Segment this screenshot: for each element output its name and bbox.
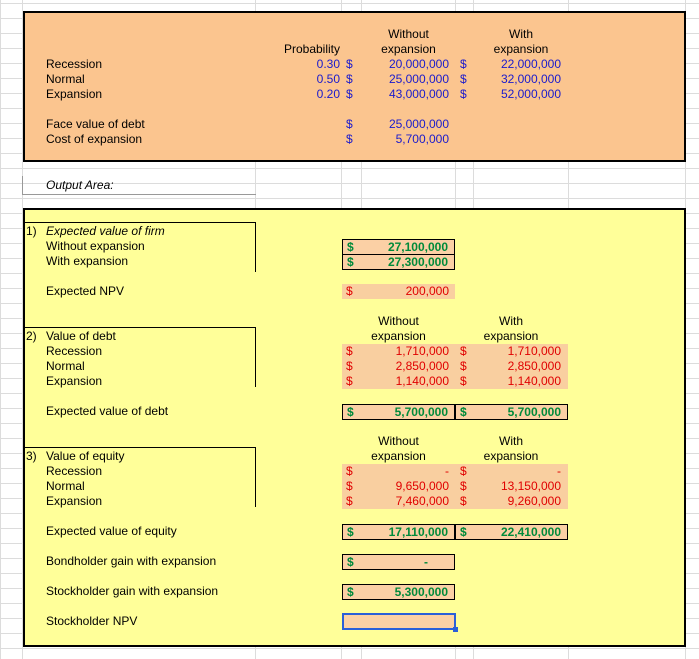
- header-with-line1: With: [499, 314, 523, 328]
- currency-sign: $: [347, 555, 354, 569]
- value-with-cell[interactable]: 32,000,000: [500, 72, 561, 86]
- header-without-line1: Without: [378, 434, 419, 448]
- cost-label: Cost of expansion: [46, 132, 143, 146]
- output-label-cell-border: [22, 176, 256, 195]
- value-without-cell[interactable]: 25,000,000: [388, 72, 449, 86]
- ev-without-label: Without expansion: [46, 239, 145, 253]
- header-without-line1: Without: [388, 27, 429, 41]
- probability-cell[interactable]: 0.20: [316, 87, 340, 101]
- value-without-cell[interactable]: 20,000,000: [388, 57, 449, 71]
- currency-sign: $: [346, 57, 353, 71]
- section-1-title: Expected value of firm: [46, 224, 165, 238]
- equity-without-cell[interactable]: 9,650,000: [395, 479, 449, 493]
- currency-sign: $: [346, 87, 353, 101]
- debt-without-cell[interactable]: 1,140,000: [395, 374, 449, 388]
- currency-sign: $: [460, 479, 467, 493]
- currency-sign: $: [460, 374, 467, 388]
- currency-sign: $: [346, 117, 353, 131]
- ev-debt-with-value: 5,700,000: [507, 405, 561, 419]
- ev-with-value: 27,300,000: [387, 255, 448, 269]
- currency-sign: $: [460, 87, 467, 101]
- currency-sign: $: [346, 344, 353, 358]
- ev-without-value: 27,100,000: [387, 240, 448, 254]
- stockholder-gain-label: Stockholder gain with expansion: [46, 584, 219, 598]
- equity-without-cell[interactable]: -: [445, 464, 449, 478]
- currency-sign: $: [347, 525, 354, 539]
- header-with-line1: With: [509, 27, 533, 41]
- section-1-number: 1): [26, 224, 37, 238]
- currency-sign: $: [346, 494, 353, 508]
- equity-with-cell[interactable]: 9,260,000: [507, 494, 561, 508]
- ev-debt-label: Expected value of debt: [46, 404, 169, 418]
- currency-sign: $: [460, 57, 467, 71]
- currency-sign: $: [460, 359, 467, 373]
- face-value-cell[interactable]: 25,000,000: [388, 117, 449, 131]
- equity-with-cell[interactable]: 13,150,000: [500, 479, 561, 493]
- header-without-line2: expansion: [371, 449, 426, 463]
- section-2-title: Value of debt: [46, 329, 116, 343]
- header-without-line1: Without: [378, 314, 419, 328]
- bondholder-gain-label: Bondholder gain with expansion: [46, 554, 217, 568]
- header-probability: Probability: [283, 42, 340, 56]
- npv-value: 200,000: [405, 284, 449, 298]
- debt-with-cell[interactable]: 1,710,000: [507, 344, 561, 358]
- currency-sign: $: [346, 132, 353, 146]
- currency-sign: $: [347, 240, 354, 254]
- input-row-label: Recession: [46, 57, 103, 71]
- currency-sign: $: [347, 405, 354, 419]
- bondholder-gain-cell[interactable]: [342, 554, 455, 570]
- value-with-cell[interactable]: 22,000,000: [500, 57, 561, 71]
- currency-sign: $: [460, 72, 467, 86]
- output-area: [23, 208, 686, 647]
- bondholder-gain-value: -: [424, 555, 428, 569]
- currency-sign: $: [346, 72, 353, 86]
- probability-cell[interactable]: 0.30: [316, 57, 340, 71]
- stockholder-gain-cell[interactable]: [342, 584, 455, 600]
- currency-sign: $: [346, 374, 353, 388]
- currency-sign: $: [460, 525, 467, 539]
- section-3-title: Value of equity: [46, 449, 125, 463]
- ev-equity-without-cell[interactable]: [342, 524, 455, 540]
- currency-sign: $: [346, 359, 353, 373]
- stockholder-npv-cell-selected[interactable]: [342, 613, 456, 630]
- currency-sign: $: [460, 344, 467, 358]
- ev-equity-with-value: 22,410,000: [500, 525, 561, 539]
- equity-row-label: Expansion: [46, 494, 103, 508]
- face-value-label: Face value of debt: [46, 117, 145, 131]
- debt-without-cell[interactable]: 1,710,000: [395, 344, 449, 358]
- currency-sign: $: [460, 405, 467, 419]
- debt-with-cell[interactable]: 1,140,000: [507, 374, 561, 388]
- probability-cell[interactable]: 0.50: [316, 72, 340, 86]
- npv-label: Expected NPV: [46, 284, 125, 298]
- section-2-number: 2): [26, 329, 37, 343]
- output-area-label: Output Area:: [46, 178, 114, 192]
- input-row-label: Normal: [46, 72, 85, 86]
- equity-with-cell[interactable]: -: [557, 464, 561, 478]
- header-with-line2: expansion: [493, 42, 549, 56]
- header-without-line2: expansion: [371, 329, 426, 343]
- stockholder-gain-value: 5,300,000: [394, 585, 448, 599]
- ev-with-cell[interactable]: [342, 254, 455, 270]
- ev-equity-with-cell[interactable]: [455, 524, 568, 540]
- equity-row-label: Normal: [46, 479, 85, 493]
- cost-cell[interactable]: 5,700,000: [395, 132, 449, 146]
- ev-without-cell[interactable]: [342, 239, 455, 255]
- input-row-label: Expansion: [46, 87, 103, 101]
- debt-row-label: Expansion: [46, 374, 103, 388]
- header-with-line1: With: [499, 434, 523, 448]
- currency-sign: $: [347, 585, 354, 599]
- currency-sign: $: [346, 284, 353, 298]
- ev-equity-without-value: 17,110,000: [388, 525, 448, 539]
- debt-with-cell[interactable]: 2,850,000: [507, 359, 561, 373]
- debt-row-label: Normal: [46, 359, 85, 373]
- ev-debt-without-cell[interactable]: [342, 404, 455, 420]
- ev-debt-without-value: 5,700,000: [394, 405, 448, 419]
- header-without-line2: expansion: [381, 42, 436, 56]
- section-3-number: 3): [26, 449, 37, 463]
- currency-sign: $: [460, 464, 467, 478]
- ev-with-label: With expansion: [46, 254, 129, 268]
- stockholder-npv-label: Stockholder NPV: [46, 614, 138, 628]
- value-with-cell[interactable]: 52,000,000: [500, 87, 561, 101]
- ev-debt-with-cell[interactable]: [455, 404, 568, 420]
- currency-sign: $: [346, 464, 353, 478]
- equity-row-label: Recession: [46, 464, 103, 478]
- currency-sign: $: [346, 479, 353, 493]
- currency-sign: $: [347, 255, 354, 269]
- value-without-cell[interactable]: 43,000,000: [388, 87, 449, 101]
- header-with-line2: expansion: [483, 449, 539, 463]
- debt-row-label: Recession: [46, 344, 103, 358]
- currency-sign: $: [460, 494, 467, 508]
- ev-equity-label: Expected value of equity: [46, 524, 177, 538]
- debt-without-cell[interactable]: 2,850,000: [395, 359, 449, 373]
- header-with-line2: expansion: [483, 329, 539, 343]
- equity-without-cell[interactable]: 7,460,000: [395, 494, 449, 508]
